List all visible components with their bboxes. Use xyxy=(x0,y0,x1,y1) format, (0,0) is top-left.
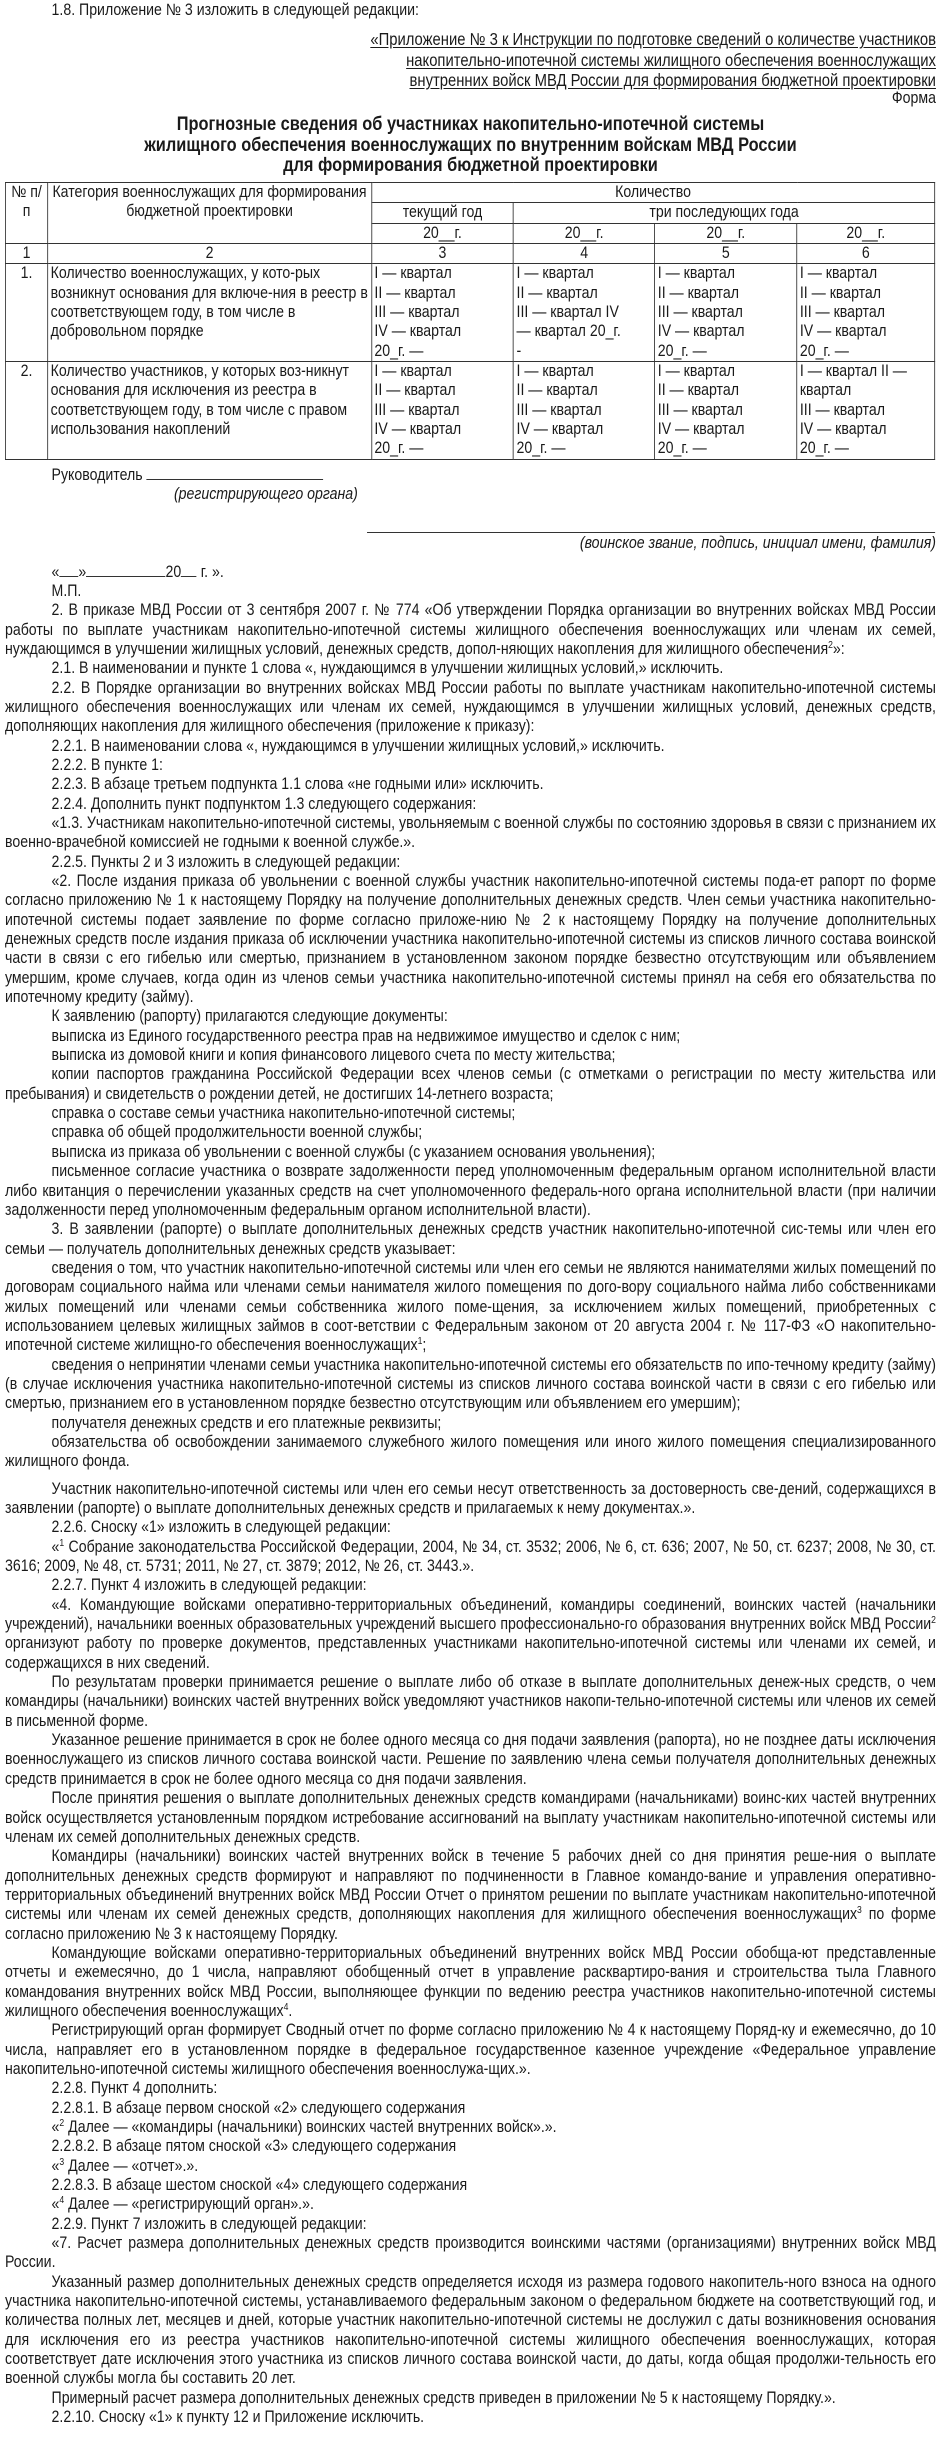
paragraph: Регистрирующий орган формирует Сводный отчет по форме согласно приложению № 4 к настоящему Поряд-ку и ежемесячно, до 10 числа, направляет его в установленном порядке в федеральное государственное казенное учреждение «Федеральное управление накопительно-ипотечной системы жилищного обеспечения военнослужа-щих.». xyxy=(5,2021,936,2078)
paragraph-text: по форме согласно приложению № 3 к настоящему Порядку. xyxy=(5,1905,936,1943)
paragraph-text: сведения о том, что участник накопительно-ипотечной системы или член его семьи не являются нанимателями жилых помещений по договорам социального найма или членами семьи нанимателя жилого помещения по дого-вору социального найма либо собственниками жилых помещений или членами семьи собственника жилого поме-щения, за исключением жилых помещений, приобретенных с использованием целевых жилищных займов в соот-ветствии с Федеральным законом от 20 августа 2004 г. № 117-ФЗ «О накопительно-ипотечной системе жилищно-го обеспечения военнослужащих xyxy=(5,1258,936,1355)
paragraph: К заявлению (рапорту) прилагаются следующие документы: xyxy=(51,1007,448,1026)
paragraph-text: «4. Командующие войсками оперативно-территориальных объединений, командиры соединений, воинских частей (начальники учреждений), начальники военных образовательных учреждений высшего профессионально-го образования внутренних войск МВД России xyxy=(5,1595,936,1634)
quarter-cell xyxy=(655,264,797,362)
paragraph xyxy=(5,2157,936,2176)
quarter-line: 20_г. — xyxy=(799,341,849,360)
date-quote-open: « xyxy=(51,562,60,581)
footnote-mark: 1 xyxy=(417,1336,423,1348)
date-tail: г. ». xyxy=(200,562,224,581)
paragraph-text: организуют работу по проверке документов, представленных участниками накопительно-ипотечной системы или членами их семей, и содержащихся в них сведений. xyxy=(5,1634,936,1672)
amendments-body xyxy=(5,601,936,2427)
paragraph-text: Собрание законодательства Российской Федерации, 2004, № 34, ст. 3532; 2006, № 6, ст. 636; 2007, № 50, ст. 6237; 2008, № 30, ст. 3616; 2009, № 48, ст. 5731; 2011, № 27, ст. 3879; 2012, № 26, ст. 3443.». xyxy=(5,1537,936,1576)
annex-header-line: внутренних войск МВД России для формирования бюджетной проектировки xyxy=(409,69,936,90)
date-year-prefix: 20 xyxy=(165,562,182,581)
row-number: 2. xyxy=(5,362,47,460)
header-next-years: три последующих года xyxy=(514,203,935,223)
intro-line: 1.8. Приложение № 3 изложить в следующей редакции: xyxy=(51,1,419,19)
paragraph xyxy=(5,2195,936,2214)
paragraph-text: Далее — «регистрирующий орган».». xyxy=(68,2195,314,2214)
quarter-line: II — квартал xyxy=(374,381,456,400)
paragraph: 2.2.4. Дополнить пункт подпунктом 1.3 следующего содержания: xyxy=(51,794,477,813)
quarter-line: 20_г. — xyxy=(516,439,566,458)
paragraph: Указанное решение принимается в срок не более одного месяца со дня подачи заявления (рапорта), но не позднее даты исключения военнослужащего из списков личного состава воинской части. Решение по заявлению члена семьи получателя дополнительных денежных средств принимается в срок не более одного месяца со дня подачи заявления. xyxy=(5,1731,936,1788)
form-title-line: Прогнозные сведения об участниках накопительно-ипотечной системы xyxy=(176,114,765,136)
signature-blank[interactable] xyxy=(147,479,324,480)
column-number: 3 xyxy=(371,244,513,264)
paragraph xyxy=(5,1259,936,1356)
row-number: 1. xyxy=(5,264,47,362)
paragraph: 2.2.5. Пункты 2 и 3 изложить в следующей редакции: xyxy=(51,852,401,871)
header-year: 20__г. xyxy=(655,223,797,243)
paragraph: получателя денежных средств и его платежные реквизиты; xyxy=(51,1413,442,1432)
quarter-line: III — квартал xyxy=(374,303,460,322)
quarter-cell xyxy=(797,264,935,362)
table-row xyxy=(5,264,934,362)
quarter-line: IV — квартал xyxy=(374,322,462,341)
quarter-line: 20_г. — xyxy=(799,439,849,458)
quote-open: « xyxy=(51,2118,60,2137)
quarter-line: IV — квартал xyxy=(657,420,745,439)
quarter-line: I — квартал xyxy=(374,362,452,381)
quarter-cell xyxy=(797,362,935,460)
quarter-line: квартал xyxy=(799,381,852,400)
paragraph: справка о составе семьи участника накопительно-ипотечной системы; xyxy=(51,1104,516,1123)
footnote-mark: 2 xyxy=(59,2118,65,2130)
quarter-cell xyxy=(655,362,797,460)
month-blank[interactable] xyxy=(86,576,165,577)
header-year: 20__г. xyxy=(514,223,655,243)
paragraph: Участник накопительно-ипотечной системы или член его семьи несут ответственность за достоверность све-дений, содержащихся в заявлении (рапорте) о выплате дополнительных денежных средств и прилагаемых к нему документах.». xyxy=(5,1479,936,1518)
quarter-line: I — квартал xyxy=(374,264,452,283)
header-category: Категория военнослужащих для формирования бюджетной проектировки xyxy=(48,183,372,244)
paragraph: 2.2.6. Сноску «1» изложить в следующей редакции: xyxy=(51,1518,391,1537)
signature-line[interactable] xyxy=(367,532,935,533)
paragraph-text: 2. В приказе МВД России от 3 сентября 2007 г. № 774 «Об утверждении Порядка организации во внутренних войсках МВД России работы по выплате участникам накопительно-ипотечной системы жилищного обеспечения военнослужащих или членам их семей, нуждающимся в улучшении жилищных условий, денежных средств, допол-няющих накопления для жилищного обеспечения xyxy=(5,601,936,658)
paragraph: 2.2. В Порядке организации во внутренних войсках МВД России работы по выплате участникам накопительно-ипотечной системы жилищного обеспечения военнослужащих или членам их семей, нуждающимся в улучшении жилищных условий, денежных средств, дополняющих накопления для жилищного обеспечения (приложение к приказу): xyxy=(5,678,936,736)
paragraph: копии паспортов гражданина Российской Федерации всех членов семьи (с отметками о регистрации по месту жительства или пребывания) и свидетельств о рождении детей, не достигших 14-летнего возраста; xyxy=(5,1065,936,1103)
quarter-line: 20_г. — xyxy=(657,439,707,458)
quarter-line: I — квартал xyxy=(657,264,736,283)
form-title-line: жилищного обеспечения военнослужащих по внутренним войскам МВД России xyxy=(144,134,797,156)
quarter-line: II — квартал xyxy=(657,381,739,400)
header-quantity: Количество xyxy=(371,183,934,203)
org-hint: (регистрирующего органа) xyxy=(173,485,358,504)
paragraph: После принятия решения о выплате дополнительных денежных средств командирами (начальниками) воинс-ких частей внутренних войск осуществляется установленным порядком истребование ассигнований на выплату участникам накопительно-ипотечной системы или членам их семей дополнительных денежных средств. xyxy=(5,1789,936,1846)
paragraph: сведения о непринятии членами семьи участника накопительно-ипотечной системы его обязательств по ипо-течному кредиту (займу) (в случае исключения участника накопительно-ипотечной системы из списков личного состава воинской части в связи с его гибелью или смертью, признанием его в установленном порядке безвестно отсутствующим или объявлением его умершим); xyxy=(5,1355,936,1413)
paragraph: 2.2.3. В абзаце третьем подпункта 1.1 слова «не годными или» исключить. xyxy=(51,775,544,794)
quarter-cell xyxy=(514,362,655,460)
document-page xyxy=(5,0,936,2428)
quarter-line: 20_г. — xyxy=(657,341,707,360)
forecast-table xyxy=(5,182,935,460)
paragraph-text: Далее — «командиры (начальники) воинских частей внутренних войск».». xyxy=(68,2118,557,2137)
quarter-line: III — квартал xyxy=(516,400,602,419)
row-category: Количество военнослужащих, у кото-рых возникнут основания для включе-ния в реестр в соответствующем году, в том числе в добровольном порядке xyxy=(48,264,372,362)
paragraph: 2.2.9. Пункт 7 изложить в следующей редакции: xyxy=(51,2214,367,2233)
paragraph-text: Командующие войсками оперативно-территориальных объединений внутренних войск МВД России обобща-ют представленные отчеты и ежемесячно, до 1 числа, направляют обобщенный отчет в управление расквартиро-вания и строительства тыла Главного командования внутренних войск МВД России, выполняющее функции по ведению реестра участников накопительно-ипотечной системы жилищного обеспечения военнослужащих xyxy=(5,1943,936,2020)
quarter-line: III — квартал xyxy=(374,400,460,419)
quarter-cell xyxy=(371,362,513,460)
paragraph: «7. Расчет размера дополнительных денежных средств производится воинскими частями (организациями) внутренних войск МВД России. xyxy=(5,2234,936,2272)
quarter-line: I — квартал xyxy=(657,362,736,381)
annex-header-line: «Приложение № 3 к Инструкции по подготовке сведений о количестве участников xyxy=(370,29,936,50)
footnote-mark: 3 xyxy=(857,1905,862,1917)
footnote-mark: 4 xyxy=(283,2001,289,2013)
paragraph xyxy=(5,2118,936,2137)
quarter-line: — квартал 20_г. xyxy=(516,322,621,341)
signature-block xyxy=(5,466,936,601)
paragraph xyxy=(5,601,936,659)
paragraph-tail: »: xyxy=(832,639,845,658)
paragraph: По результатам проверки принимается решение о выплате либо об отказе в выплате дополнительных денеж-ных средств, о чем командиры (начальники) воинских частей внутренних войск уведомляют участников накопи-тельно-ипотечной системы или членов их семей в письменной форме. xyxy=(5,1673,936,1730)
quarter-line: IV — квартал xyxy=(799,322,887,341)
form-label: Форма xyxy=(891,89,936,108)
quarter-line: III — квартал xyxy=(799,400,885,419)
quarter-cell xyxy=(371,264,513,362)
column-number: 4 xyxy=(514,244,655,264)
paragraph: выписка из домовой книги и копия финансового лицевого счета по месту жительства; xyxy=(51,1046,616,1065)
quarter-line: IV — квартал xyxy=(657,322,745,341)
quote-open: « xyxy=(51,2195,60,2214)
year-blank[interactable] xyxy=(181,576,197,577)
paragraph: обязательства об освобождении занимаемого служебного жилого помещения или иного жилого помещения специализированного жилищного фонда. xyxy=(5,1432,936,1471)
quarter-line: II — квартал xyxy=(657,283,739,302)
stamp-place: М.П. xyxy=(51,581,82,600)
paragraph: Примерный расчет размера дополнительных денежных средств приведен в приложении № 5 к настоящему Порядку.». xyxy=(51,2388,836,2407)
paragraph: выписка из Единого государственного реестра прав на недвижимое имущество и сделок с ним; xyxy=(51,1026,681,1045)
table-row xyxy=(5,362,934,460)
paragraph xyxy=(5,1847,936,1944)
paragraph: выписка из приказа об увольнении с военной службы (с указанием основания увольнения); xyxy=(51,1142,656,1161)
header-current-year: текущий год xyxy=(371,203,513,223)
paragraph-text: Командиры (начальники) воинских частей внутренних войск в течение 5 рабочих дней со дня принятия реше-ния о выплате дополнительных денежных средств формируют и направляют по подчиненности в Главное командо-вание и управления оперативно-территориальных объединений внутренних войск МВД России Отчет о принятом решении по выплате участникам накопительно-ипотечной системы или членам их семей денежных средств, дополняющих накопления для жилищного обеспечения военнослужащих xyxy=(5,1847,936,1924)
paragraph xyxy=(5,1944,936,2021)
quarter-line: II — квартал xyxy=(516,283,598,302)
header-num: № п/п xyxy=(5,183,47,244)
paragraph: справка об общей продолжительности военной службы; xyxy=(51,1123,423,1142)
day-blank[interactable] xyxy=(59,576,78,577)
footnote-mark: 2 xyxy=(828,639,833,651)
paragraph-tail: . xyxy=(288,2001,293,2020)
quarter-line: II — квартал xyxy=(516,381,598,400)
paragraph xyxy=(5,1538,936,1577)
paragraph: «2. После издания приказа об увольнении с военной службы участник накопительно-ипотечной системы пода-ет рапорт по форме согласно приложению № 1 к настоящему Порядку на получение дополнительных денежных средств. Член семьи участника накопительно-ипотечной системы подает заявление по форме согласно приложе-нию № 2 к настоящему Порядку на получение дополнительных денежных средств после издания приказа об исключении участника накопительно-ипотечной системы из списков личного состава воинской части в связи с его гибелью или смертью, признанием в установленном законом порядке безвестно отсутствующим или объявлением умершим, кроме случаев, когда один из членов семьи участника накопительно-ипотечной системы принял на себя его обязательства по ипотечному кредиту (займу). xyxy=(5,872,936,1007)
column-number: 6 xyxy=(797,244,935,264)
quarter-line: I — квартал II — xyxy=(799,362,907,381)
paragraph: 2.2.10. Сноску «1» к пункту 12 и Приложение исключить. xyxy=(51,2408,425,2427)
column-number: 1 xyxy=(5,244,47,264)
column-number: 5 xyxy=(655,244,797,264)
quarter-line: IV — квартал xyxy=(799,420,887,439)
quarter-line: II — квартал xyxy=(374,283,456,302)
annex-header xyxy=(5,29,936,90)
footnote-mark: 2 xyxy=(931,1615,936,1627)
header-year: 20__г. xyxy=(797,223,935,243)
quarter-line: III — квартал xyxy=(799,303,885,322)
header-year: 20__г. xyxy=(371,223,513,243)
date-line xyxy=(5,563,936,582)
form-title xyxy=(5,115,936,177)
paragraph: 2.1. В наименовании и пункте 1 слова «, нуждающимся в улучшении жилищных условий,» исключить. xyxy=(51,659,724,678)
form-title-line: для формирования бюджетной проектировки xyxy=(283,155,658,177)
paragraph-text: Далее — «отчет».». xyxy=(68,2156,199,2175)
quarter-line: 20_г. — xyxy=(374,439,424,458)
paragraph-tail: ; xyxy=(422,1336,427,1355)
row-category: Количество участников, у которых воз-никнут основания для исключения из реестра в соответствующем году, в том числе с правом использования накоплений xyxy=(48,362,372,460)
head-label: Руководитель xyxy=(51,465,143,484)
paragraph: 2.2.8.3. В абзаце шестом сноской «4» следующего содержания xyxy=(51,2176,468,2195)
quarter-line: IV — квартал xyxy=(374,420,462,439)
signature-hint: (воинское звание, подпись, инициал имени, фамилия) xyxy=(579,534,936,553)
paragraph: 2.2.8. Пункт 4 дополнить: xyxy=(51,2079,218,2098)
date-quote-close: » xyxy=(78,562,87,581)
paragraph xyxy=(5,1596,936,1673)
quarter-cell xyxy=(514,264,655,362)
footnote-mark: 3 xyxy=(59,2156,65,2168)
paragraph: 3. В заявлении (рапорте) о выплате дополнительных денежных средств участник накопительно-ипотечной сис-темы или член его семьи — получатель дополнительных денежных средств указывает: xyxy=(5,1220,936,1258)
paragraph: Указанный размер дополнительных денежных средств определяется исходя из размера годового накопитель-ного взноса на одного участника накопительно-ипотечной системы, устанавливаемого федеральным законом о федеральном бюджете на соответствующий год, и количества полных лет, месяцев и дней, которые участник накопительно-ипотечной системы не дослужил с даты возникновения основания для исключения его из реестра участников накопительно-ипотечной системы жилищного обеспечения военнослужащих, которая соответствует дате исключения этого участника из списков личного состава воинской части, до даты, когда общая продолжи-тельность его военной службы могла бы составить 20 лет. xyxy=(5,2272,936,2388)
quarter-line: I — квартал xyxy=(799,264,878,283)
paragraph: 2.2.2. В пункте 1: xyxy=(51,755,163,774)
quarter-line: I — квартал xyxy=(516,264,594,283)
quarter-line: 20_г. — xyxy=(374,341,424,360)
quarter-line: - xyxy=(516,341,522,360)
quarter-line: II — квартал xyxy=(799,283,882,302)
footnote-mark: 1 xyxy=(59,1537,65,1549)
quarter-line: III — квартал xyxy=(657,400,743,419)
paragraph: письменное согласие участника о возврате задолженности перед уполномоченным федеральным органом исполнительной власти либо квитанция о перечислении указанных средств на счет уполномоченного федераль-ного органа исполнительной власти (при наличии задолженности перед уполномоченным федеральным органом исполнительной власти). xyxy=(5,1162,936,1219)
paragraph: 2.2.8.2. В абзаце пятом сноской «3» следующего содержания xyxy=(51,2137,457,2156)
quarter-line: I — квартал xyxy=(516,362,594,381)
paragraph: 2.2.8.1. В абзаце первом сноской «2» следующего содержания xyxy=(51,2098,466,2117)
quarter-line: III — квартал xyxy=(657,303,743,322)
quote-open: « xyxy=(51,2156,60,2175)
paragraph: 2.2.7. Пункт 4 изложить в следующей редакции: xyxy=(51,1576,367,1595)
paragraph: 2.2.1. В наименовании слова «, нуждающимся в улучшении жилищных условий,» исключить. xyxy=(51,736,665,755)
column-number: 2 xyxy=(48,244,372,264)
footnote-mark: 4 xyxy=(59,2195,65,2207)
paragraph: «1.3. Участникам накопительно-ипотечной системы, увольняемым с военной службы по состоянию здоровья в связи с признанием их военно-врачебной комиссией не годными к военной службе.». xyxy=(5,813,936,852)
column-numbers-row xyxy=(5,244,934,264)
quarter-line: IV — квартал xyxy=(516,420,604,439)
quote-open: « xyxy=(51,1537,60,1556)
quarter-line: III — квартал IV xyxy=(516,303,619,322)
annex-header-line: накопительно-ипотечной системы жилищного обеспечения военнослужащих xyxy=(406,49,936,70)
